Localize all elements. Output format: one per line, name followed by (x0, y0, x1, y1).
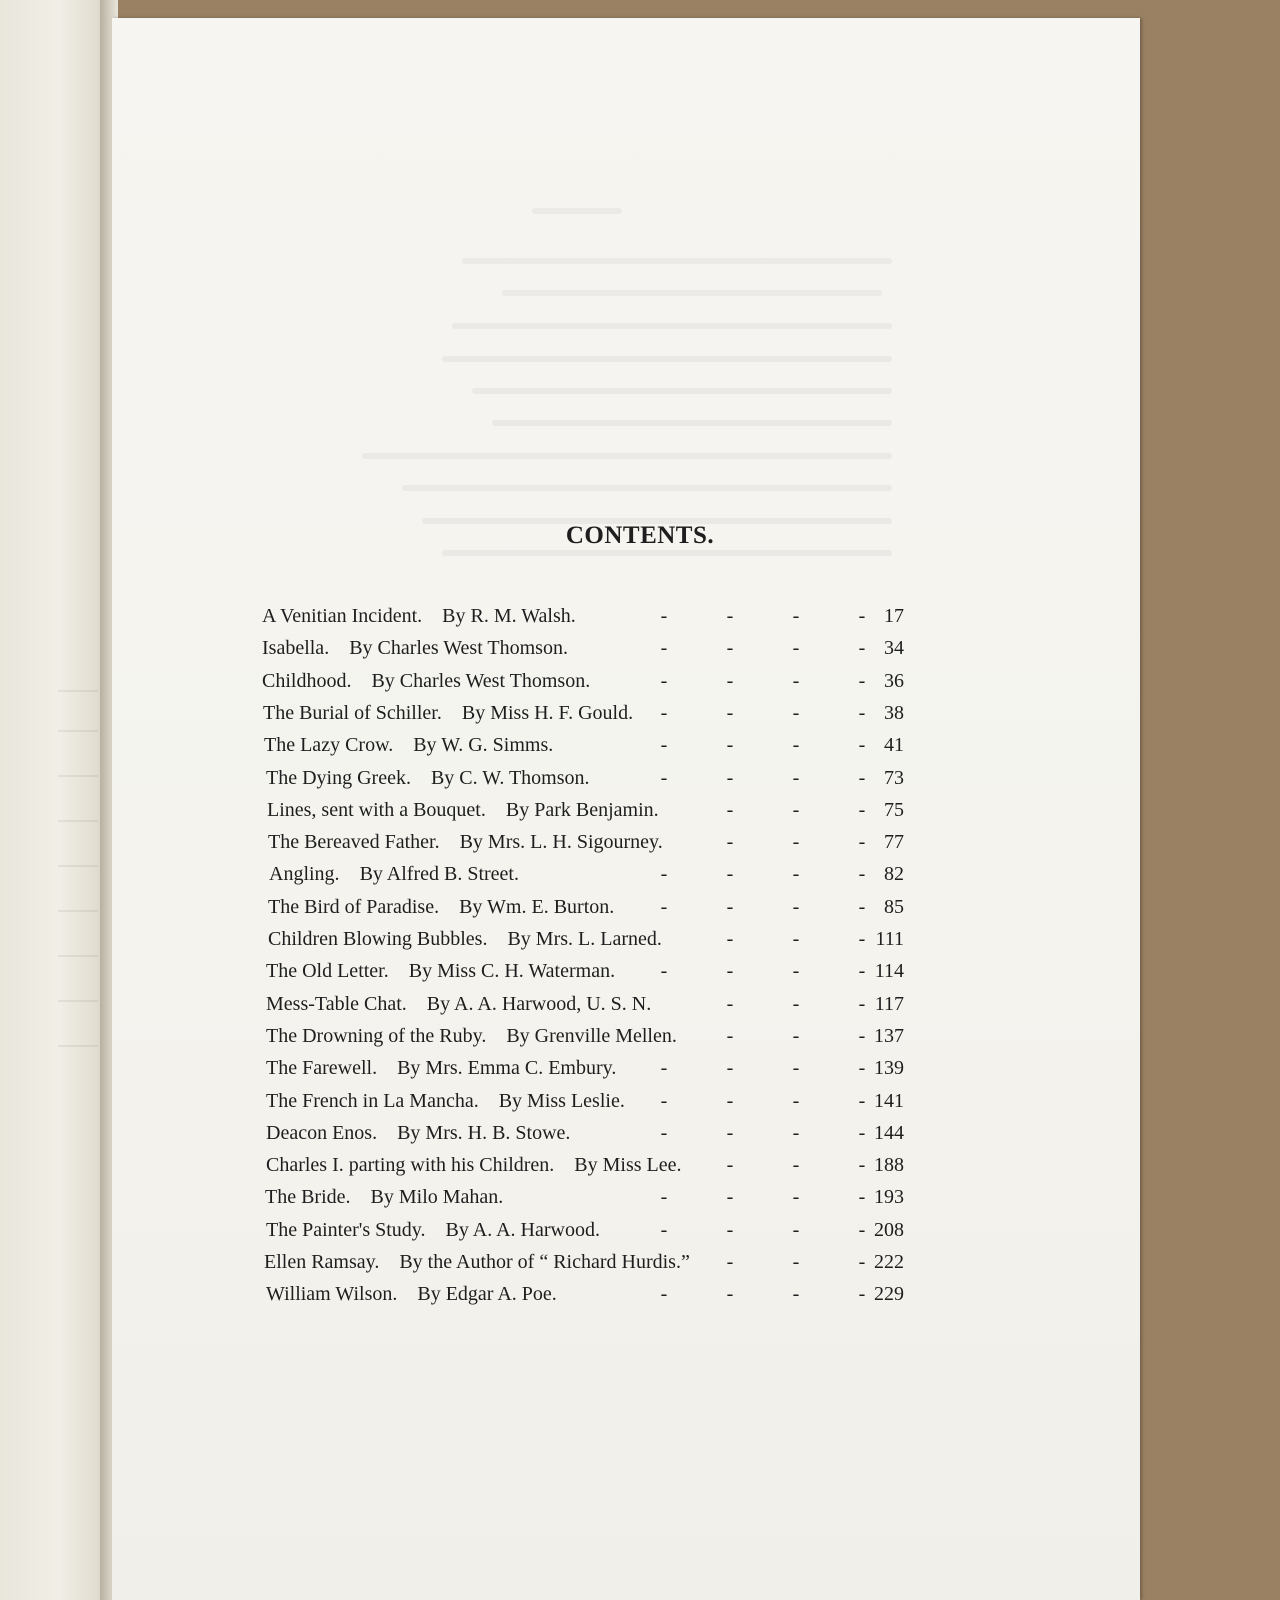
leader-dash: - (858, 637, 866, 660)
leader-dash: - (726, 863, 734, 886)
entry-author: By Alfred B. Street. (359, 863, 519, 886)
entry-page-number: 222 (874, 1251, 904, 1273)
entry-title: The Painter's Study. (266, 1218, 426, 1241)
toc-entry (265, 1182, 904, 1212)
entry-author: By Mrs. L. H. Sigourney. (459, 831, 663, 854)
entry-title: A Venitian Incident. (262, 605, 423, 627)
leader-dash: - (858, 895, 866, 918)
leader-dash: - (858, 1218, 866, 1241)
entry-author: By C. W. Thomson. (430, 766, 590, 789)
entry-title: Isabella. (262, 637, 330, 660)
entry-author: By Charles West Thomson. (371, 669, 591, 692)
toc-entry (266, 1150, 904, 1180)
entry-title: The Farewell. (266, 1057, 378, 1080)
entry-text (266, 989, 651, 1019)
leader-dash: - (660, 766, 668, 789)
leader-dash: - (858, 701, 866, 724)
leader-dash: - (726, 992, 734, 1015)
leader-dash: - (858, 669, 866, 692)
leader-dash: - (792, 605, 800, 627)
entry-page-number: 144 (874, 1121, 904, 1144)
leader-dash: - (660, 1283, 668, 1306)
entry-page-number: 73 (884, 766, 904, 789)
leader-dash: - (858, 960, 866, 983)
leader-dash: - (726, 637, 734, 660)
leader-dash: - (726, 734, 734, 757)
leader-dash: - (858, 928, 866, 950)
entry-page-number: 141 (874, 1089, 904, 1112)
entry-page-number: 188 (874, 1154, 904, 1177)
entry-text (266, 1279, 557, 1309)
leader-dash: - (792, 895, 800, 918)
entry-text (264, 730, 553, 760)
entry-author: By A. A. Harwood, U. S. N. (426, 992, 652, 1015)
leader-dash: - (726, 605, 734, 627)
toc-entry (268, 892, 904, 922)
entry-page-number: 208 (874, 1218, 904, 1241)
entry-page-number: 75 (884, 798, 904, 821)
leader-dash: - (858, 831, 866, 854)
leader-dash: - (792, 1089, 800, 1112)
toc-entry (264, 1247, 904, 1277)
entry-author: By W. G. Simms. (413, 734, 554, 757)
leader-dash: - (792, 1024, 800, 1047)
entry-text (262, 633, 568, 663)
leader-dash: - (792, 960, 800, 983)
leader-dash: - (726, 895, 734, 918)
entry-text (266, 956, 615, 986)
entry-text (268, 924, 662, 954)
entry-title: The Burial of Schiller. (263, 701, 442, 724)
leader-dash: - (858, 1186, 866, 1209)
toc-entry (268, 924, 904, 954)
entry-text (262, 666, 590, 696)
entry-author: By Miss Leslie. (498, 1089, 625, 1112)
leader-dash: - (726, 766, 734, 789)
leader-dash: - (726, 928, 734, 950)
entry-author: By A. A. Harwood. (445, 1218, 600, 1241)
toc-entry (267, 795, 904, 825)
leader-dash: - (660, 605, 668, 627)
entry-text (266, 1086, 625, 1116)
leader-dash: - (660, 1186, 668, 1209)
entry-page-number: 77 (884, 831, 904, 854)
entry-page-number: 111 (875, 928, 904, 950)
entry-title: The Bereaved Father. (268, 831, 440, 854)
leader-dash: - (858, 992, 866, 1015)
entry-text (264, 1247, 690, 1277)
entry-title: The French in La Mancha. (266, 1089, 479, 1112)
entry-author: By R. M. Walsh. (442, 605, 576, 627)
entry-text (268, 892, 614, 922)
entry-title: The Lazy Crow. (264, 734, 394, 757)
entry-title: The Bride. (265, 1186, 351, 1209)
entry-page-number: 41 (884, 734, 904, 757)
leader-dash: - (660, 895, 668, 918)
toc-entry (266, 1118, 904, 1148)
leader-dash: - (792, 1218, 800, 1241)
entry-page-number: 137 (874, 1024, 904, 1047)
entry-author: By Grenville Mellen. (506, 1024, 677, 1047)
leader-dash: - (792, 766, 800, 789)
leader-dash: - (792, 701, 800, 724)
entry-text (266, 1118, 570, 1148)
toc-entry (262, 633, 904, 663)
leader-dash: - (858, 605, 866, 627)
entry-author: By Mrs. Emma C. Embury. (397, 1057, 617, 1080)
entry-text (269, 859, 519, 889)
leader-dash: - (660, 701, 668, 724)
entry-text (263, 698, 633, 728)
toc-entry (263, 698, 904, 728)
toc-entry (266, 989, 904, 1019)
leader-dash: - (660, 960, 668, 983)
leader-dash: - (726, 701, 734, 724)
leader-dash: - (858, 1154, 866, 1177)
entry-page-number: 229 (874, 1283, 904, 1306)
leader-dash: - (660, 863, 668, 886)
entry-author: By the Author of “ Richard Hurdis.” (399, 1251, 690, 1273)
leader-dash: - (858, 766, 866, 789)
leader-dash: - (792, 798, 800, 821)
entry-title: The Dying Greek. (266, 766, 411, 789)
toc-entry (269, 859, 904, 889)
leader-dash: - (660, 1218, 668, 1241)
leader-dash: - (792, 669, 800, 692)
entry-title: Lines, sent with a Bouquet. (267, 798, 486, 821)
leader-dash: - (726, 669, 734, 692)
entry-page-number: 85 (884, 895, 904, 918)
entry-author: By Wm. E. Burton. (459, 895, 615, 918)
leader-dash: - (792, 1186, 800, 1209)
leader-dash: - (726, 1121, 734, 1144)
entry-page-number: 34 (884, 637, 904, 660)
leader-dash: - (726, 1186, 734, 1209)
entry-text (266, 1021, 677, 1051)
entry-author: By Milo Mahan. (370, 1186, 504, 1209)
leader-dash: - (792, 1251, 800, 1273)
entry-title: The Bird of Paradise. (268, 895, 440, 918)
entry-author: By Charles West Thomson. (349, 637, 568, 660)
leader-dash: - (726, 1024, 734, 1047)
toc-entry (262, 601, 904, 631)
leader-dash: - (792, 1057, 800, 1080)
entry-page-number: 117 (874, 992, 904, 1015)
leader-dash: - (726, 1089, 734, 1112)
leader-dash: - (858, 863, 866, 886)
entry-page-number: 17 (884, 605, 904, 627)
leader-dash: - (792, 734, 800, 757)
entry-title: Angling. (269, 863, 340, 886)
entry-page-number: 114 (874, 960, 904, 983)
leader-dash: - (660, 1057, 668, 1080)
toc-entry (262, 666, 904, 696)
contents-heading: CONTENTS. (565, 522, 715, 549)
entry-text (266, 763, 590, 793)
leader-dash: - (660, 1121, 668, 1144)
leader-dash: - (660, 1089, 668, 1112)
entry-page-number: 82 (884, 863, 904, 886)
leader-dash: - (858, 734, 866, 757)
leader-dash: - (726, 1154, 734, 1177)
leader-dash: - (792, 863, 800, 886)
entry-page-number: 36 (884, 669, 904, 692)
toc-entry (266, 1086, 904, 1116)
toc-entry (266, 1021, 904, 1051)
leader-dash: - (726, 798, 734, 821)
entry-title: William Wilson. (266, 1283, 398, 1306)
toc-entry (266, 956, 904, 986)
toc-entry (266, 1053, 904, 1083)
leader-dash: - (660, 637, 668, 660)
entry-author: By Miss C. H. Waterman. (408, 960, 616, 983)
leader-dash: - (858, 1283, 866, 1306)
entry-text (266, 1053, 616, 1083)
leader-dash: - (726, 831, 734, 854)
leader-dash: - (858, 1121, 866, 1144)
leader-dash: - (726, 960, 734, 983)
leader-dash: - (726, 1251, 734, 1273)
leader-dash: - (858, 1089, 866, 1112)
leader-dash: - (792, 1283, 800, 1306)
entry-title: The Old Letter. (266, 960, 389, 983)
leader-dash: - (660, 669, 668, 692)
toc-entry (268, 827, 904, 857)
entry-text (268, 827, 663, 857)
entry-title: The Drowning of the Ruby. (266, 1024, 487, 1047)
entry-title: Childhood. (262, 669, 352, 692)
entry-page-number: 193 (874, 1186, 904, 1209)
entry-title: Ellen Ramsay. (264, 1251, 380, 1273)
leader-dash: - (792, 1121, 800, 1144)
leader-dash: - (792, 637, 800, 660)
entry-title: Deacon Enos. (266, 1121, 378, 1144)
leader-dash: - (726, 1057, 734, 1080)
entry-author: By Park Benjamin. (505, 798, 659, 821)
leader-dash: - (858, 1057, 866, 1080)
toc-entry (266, 1215, 904, 1245)
leader-dash: - (792, 928, 800, 950)
toc-entry (266, 763, 904, 793)
entry-text (266, 1150, 682, 1180)
leader-dash: - (858, 1251, 866, 1273)
leader-dash: - (792, 1154, 800, 1177)
leader-dash: - (858, 798, 866, 821)
entry-author: By Mrs. H. B. Stowe. (397, 1121, 571, 1144)
entry-page-number: 139 (874, 1057, 904, 1080)
entry-author: By Miss H. F. Gould. (461, 701, 634, 724)
entry-author: By Edgar A. Poe. (417, 1283, 557, 1306)
entry-text (262, 601, 576, 631)
entry-text (266, 1215, 600, 1245)
leader-dash: - (792, 831, 800, 854)
leader-dash: - (726, 1283, 734, 1306)
entry-title: Children Blowing Bubbles. (268, 928, 488, 950)
entry-text (267, 795, 659, 825)
entry-title: Charles I. parting with his Children. (266, 1154, 555, 1177)
leader-dash: - (726, 1218, 734, 1241)
entry-page-number: 38 (884, 701, 904, 724)
entry-author: By Miss Lee. (574, 1154, 682, 1177)
leader-dash: - (660, 734, 668, 757)
entry-text (265, 1182, 503, 1212)
leader-dash: - (858, 1024, 866, 1047)
entry-title: Mess-Table Chat. (266, 992, 407, 1015)
leader-dash: - (792, 992, 800, 1015)
toc-entry (266, 1279, 904, 1309)
toc-entry (264, 730, 904, 760)
entry-author: By Mrs. L. Larned. (507, 928, 662, 950)
